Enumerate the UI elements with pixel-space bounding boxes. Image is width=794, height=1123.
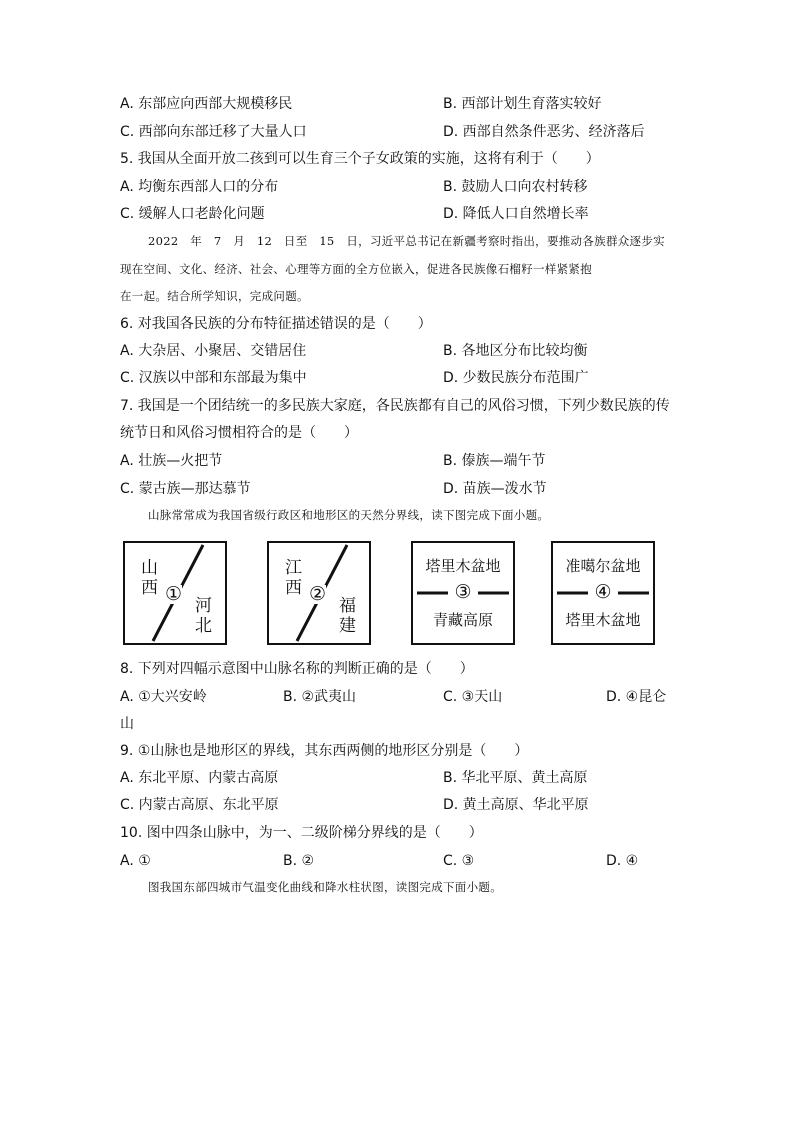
q9-stem: 9. ①山脉也是地形区的界线，其东西两侧的地形区分别是（ ） <box>120 743 529 759</box>
q9-option-b: B. 华北平原、黄土高原 <box>443 770 588 786</box>
diagram-4 <box>551 541 655 645</box>
q6-option-a: A. 大杂居、小聚居、交错居住 <box>120 343 307 359</box>
diagram-2-left-char1: 江 <box>285 558 302 578</box>
q4-option-a: A. 东部应向西部大规模移民 <box>120 96 293 112</box>
q7-stem-line1: 7. 我国是一个团结统一的多民族大家庭，各民族都有自己的风俗习惯，下列少数民族的传 <box>120 398 670 414</box>
diagram-2-right-char2: 建 <box>339 616 356 636</box>
diagram-3-top-label: 塔里木盆地 <box>425 557 501 575</box>
q9-option-c: C. 内蒙古高原、东北平原 <box>120 797 279 813</box>
q5-option-c: C. 缓解人口老龄化问题 <box>120 206 265 222</box>
diagram-2-number: ② <box>309 583 327 605</box>
diagram-1-left-char1: 山 <box>141 558 158 578</box>
q10-option-c: C. ③ <box>443 853 475 869</box>
q8-option-b: B. ②武夷山 <box>283 689 357 705</box>
diagram-1-left-char2: 西 <box>141 578 158 598</box>
q7-option-c: C. 蒙古族—那达慕节 <box>120 481 251 497</box>
q4-option-b: B. 西部计划生育落实较好 <box>443 96 602 112</box>
diagram-4-bottom-label: 塔里木盆地 <box>565 611 641 629</box>
q6-option-b: B. 各地区分布比较均衡 <box>443 343 588 359</box>
q5-option-d: D. 降低人口自然增长率 <box>443 206 589 222</box>
q7-option-d: D. 苗族—泼水节 <box>443 481 547 497</box>
passage1-line2: 现在空间、文化、经济、社会、心理等方面的全方位嵌入，促进各民族像石榴籽一样紧紧抱 <box>120 262 592 276</box>
q7-option-a: A. 壮族—火把节 <box>120 453 223 469</box>
diagram-2 <box>267 541 371 645</box>
q4-option-d: D. 西部自然条件恶劣、经济落后 <box>443 124 645 140</box>
q10-option-d: D. ④ <box>606 853 639 869</box>
q6-option-d: D. 少数民族分布范围广 <box>443 370 589 386</box>
q7-option-b: B. 傣族—端午节 <box>443 453 546 469</box>
q10-option-b: B. ② <box>283 853 315 869</box>
diagram-3-number: ③ <box>454 581 472 603</box>
diagram-2-left-char2: 西 <box>285 578 302 598</box>
q8-option-a: A. ①大兴安岭 <box>120 689 207 705</box>
diagram-4-number: ④ <box>594 581 612 603</box>
q10-option-a: A. ① <box>120 853 151 869</box>
diagram-1-right-char1: 河 <box>195 596 212 616</box>
diagram-3 <box>411 541 515 645</box>
diagram-1 <box>123 541 227 645</box>
q4-option-c: C. 西部向东部迁移了大量人口 <box>120 124 307 140</box>
passage1-line1: 2022 年 7 月 12 日至 15 日，习近平总书记在新疆考察时指出，要推动各族群众逐步实 <box>148 234 665 248</box>
q5-option-a: A. 均衡东西部人口的分布 <box>120 179 279 195</box>
q8-option-d: D. ④昆仑 <box>606 689 667 705</box>
q8-option-c: C. ③天山 <box>443 689 503 705</box>
q8-stem: 8. 下列对四幅示意图中山脉名称的判断正确的是（ ） <box>120 661 474 677</box>
q6-stem: 6. 对我国各民族的分布特征描述错误的是（ ） <box>120 316 432 332</box>
passage3: 图我国东部四城市气温变化曲线和降水柱状图，读图完成下面小题。 <box>148 880 502 894</box>
diagram-3-bottom-label: 青藏高原 <box>432 611 493 629</box>
q10-stem: 10. 图中四条山脉中，为一、二级阶梯分界线的是（ ） <box>120 825 483 841</box>
q8-option-d-continuation: 山 <box>120 716 134 732</box>
diagram-1-number: ① <box>165 583 183 605</box>
q5-stem: 5. 我国从全面开放二孩到可以生育三个子女政策的实施，这将有利于（ ） <box>120 151 600 167</box>
q9-option-d: D. 黄土高原、华北平原 <box>443 797 589 813</box>
passage2: 山脉常常成为我国省级行政区和地形区的天然分界线，读下图完成下面小题。 <box>148 508 550 522</box>
q5-option-b: B. 鼓励人口向农村转移 <box>443 179 588 195</box>
q6-option-c: C. 汉族以中部和东部最为集中 <box>120 370 307 386</box>
diagram-4-top-label: 准噶尔盆地 <box>565 557 641 575</box>
diagram-2-right-char1: 福 <box>339 596 356 616</box>
passage1-line3: 在一起。结合所学知识，完成问题。 <box>120 289 309 303</box>
diagram-1-right-char2: 北 <box>195 616 212 636</box>
q7-stem-line2: 统节日和风俗习惯相符合的是（ ） <box>120 425 358 441</box>
q9-option-a: A. 东北平原、内蒙古高原 <box>120 770 279 786</box>
